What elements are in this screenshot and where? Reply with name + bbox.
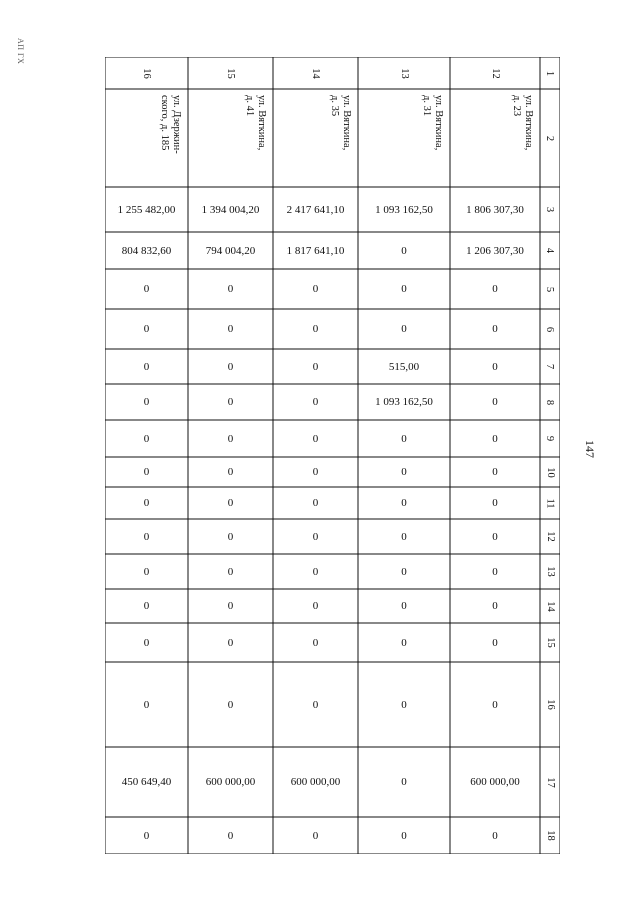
row-label-8 xyxy=(540,384,560,420)
value-cell: 1 817 641,10 xyxy=(286,244,345,257)
value-cell: 0 xyxy=(492,565,498,578)
row-label-text: 4 xyxy=(544,247,556,254)
value-cell: 0 xyxy=(401,283,407,295)
value-cell: 0 xyxy=(143,829,150,842)
value-cell: 1 255 482,00 xyxy=(117,203,176,216)
row-label-text: 8 xyxy=(544,399,556,405)
address-cell-15 xyxy=(188,89,273,187)
value-cell: 0 xyxy=(143,698,150,711)
address-text: ул. Вяткина, д. 35 xyxy=(329,95,352,151)
value-cell: 2 417 641,10 xyxy=(286,203,345,216)
row-label-3 xyxy=(540,187,560,232)
value-cell: 0 xyxy=(143,360,150,373)
value-cell: 0 xyxy=(227,323,234,335)
value-cell: 794 004,20 xyxy=(205,244,256,257)
header-cell-label: 1 xyxy=(544,70,556,76)
row-label-15 xyxy=(540,623,560,662)
value-cell: 450 649,40 xyxy=(121,776,172,788)
value-cell: 0 xyxy=(401,530,407,543)
value-cell: 0 xyxy=(492,396,498,408)
value-cell: 0 xyxy=(312,497,319,509)
value-cell: 0 xyxy=(312,829,319,842)
value-cell: 0 xyxy=(143,565,150,578)
value-cell: 0 xyxy=(227,283,234,295)
value-cell: 0 xyxy=(227,600,234,612)
column-number-text: 16 xyxy=(141,67,152,79)
row-label-5 xyxy=(540,269,560,309)
value-cell: 0 xyxy=(401,776,407,788)
row-label-9 xyxy=(540,420,560,457)
value-cell: 0 xyxy=(227,698,234,711)
value-cell: 0 xyxy=(143,466,150,478)
value-cell: 0 xyxy=(227,565,234,578)
value-cell: 1 206 307,30 xyxy=(466,244,524,257)
value-cell: 0 xyxy=(401,323,407,335)
value-cell: 0 xyxy=(143,432,150,445)
value-cell: 0 xyxy=(312,396,319,408)
address-cell-14 xyxy=(273,89,358,187)
value-cell: 0 xyxy=(312,323,319,335)
column-number-16 xyxy=(105,57,188,89)
row-label-text: 10 xyxy=(544,466,556,478)
row-label-text: 7 xyxy=(544,363,556,370)
value-cell: 600 000,00 xyxy=(470,776,520,788)
value-cell: 1 093 162,50 xyxy=(375,396,433,408)
value-cell: 0 xyxy=(312,530,319,543)
row-label-6 xyxy=(540,309,560,349)
value-cell: 0 xyxy=(143,497,150,509)
column-number-15 xyxy=(188,57,273,89)
value-cell: 0 xyxy=(492,323,498,335)
row-label-text: 12 xyxy=(544,531,556,542)
value-cell: 0 xyxy=(227,466,234,478)
column-number-13 xyxy=(358,57,450,89)
row-label-18 xyxy=(540,817,560,854)
row-label-text: 6 xyxy=(544,326,556,332)
address-text: ул. Вяткина, д. 31 xyxy=(421,95,444,151)
row-label-text: 9 xyxy=(544,435,556,442)
value-cell: 0 xyxy=(312,283,319,295)
row-label-17 xyxy=(540,747,560,817)
value-cell: 0 xyxy=(401,466,407,478)
value-cell: 0 xyxy=(143,323,150,335)
value-cell: 0 xyxy=(401,829,407,842)
value-cell: 0 xyxy=(227,530,234,543)
page-number: 147 xyxy=(583,440,597,458)
row-label-text: 5 xyxy=(544,286,556,292)
value-cell: 804 832,60 xyxy=(121,244,172,257)
value-cell: 0 xyxy=(401,497,407,509)
value-cell: 600 000,00 xyxy=(205,776,256,788)
column-number-text: 12 xyxy=(489,67,501,79)
value-cell: 0 xyxy=(401,432,407,445)
column-number-text: 13 xyxy=(398,67,410,79)
value-cell: 0 xyxy=(312,360,319,373)
value-cell: 0 xyxy=(492,432,498,445)
value-cell: 0 xyxy=(492,698,498,711)
value-cell: 1 093 162,50 xyxy=(375,203,433,216)
value-cell: 0 xyxy=(227,829,234,842)
value-cell: 0 xyxy=(492,600,498,612)
row-label-text: 3 xyxy=(544,206,556,213)
value-cell: 0 xyxy=(312,565,319,578)
column-number-14 xyxy=(273,57,358,89)
address-text: ул. Дзержин- ского, д. 185 xyxy=(159,95,182,154)
row-label-7 xyxy=(540,349,560,384)
value-cell: 0 xyxy=(143,600,150,612)
row-label-2 xyxy=(540,89,560,187)
column-number-text: 15 xyxy=(225,67,236,79)
row-label-16 xyxy=(540,662,560,747)
value-cell: 0 xyxy=(143,636,150,649)
row-label-text: 17 xyxy=(544,776,556,788)
value-cell: 0 xyxy=(492,466,498,478)
row-label-text: 15 xyxy=(544,637,556,648)
row-label-text: 11 xyxy=(544,497,556,509)
column-number-12 xyxy=(450,57,540,89)
address-cell-12 xyxy=(450,89,540,187)
value-cell: 0 xyxy=(143,396,150,408)
value-cell: 0 xyxy=(312,636,319,649)
value-cell: 0 xyxy=(492,497,498,509)
data-table xyxy=(105,57,560,854)
value-cell: 0 xyxy=(492,636,498,649)
address-text: ул. Вяткина, д. 41 xyxy=(244,95,267,151)
row-label-text: 2 xyxy=(544,135,556,141)
value-cell: 0 xyxy=(492,530,498,543)
row-label-11 xyxy=(540,487,560,519)
row-label-13 xyxy=(540,554,560,589)
value-cell: 0 xyxy=(492,283,498,295)
value-cell: 0 xyxy=(312,432,319,445)
value-cell: 0 xyxy=(227,636,234,649)
row-label-text: 14 xyxy=(544,600,556,612)
row-label-text: 16 xyxy=(544,699,556,710)
row-label-text: 18 xyxy=(544,830,556,841)
value-cell: 0 xyxy=(227,432,234,445)
header-cell-1 xyxy=(540,57,560,89)
value-cell: 0 xyxy=(401,600,407,612)
value-cell: 1 806 307,30 xyxy=(466,203,524,216)
address-cell-13 xyxy=(358,89,450,187)
value-cell: 0 xyxy=(227,360,234,373)
value-cell: 0 xyxy=(312,698,319,711)
value-cell: 0 xyxy=(143,283,150,295)
value-cell: 515,00 xyxy=(388,360,420,373)
value-cell: 0 xyxy=(401,565,407,578)
row-label-10 xyxy=(540,457,560,487)
value-cell: 0 xyxy=(401,636,407,649)
row-label-4 xyxy=(540,232,560,269)
value-cell: 0 xyxy=(492,829,498,842)
value-cell: 600 000,00 xyxy=(290,776,341,788)
value-cell: 1 394 004,20 xyxy=(201,203,260,216)
address-cell-16 xyxy=(105,89,188,187)
value-cell: 0 xyxy=(401,698,407,711)
value-cell: 0 xyxy=(227,396,234,408)
value-cell: 0 xyxy=(312,466,319,478)
row-label-text: 13 xyxy=(544,566,556,577)
row-label-12 xyxy=(540,519,560,554)
address-text: ул. Вяткина, д. 23 xyxy=(511,95,534,151)
row-label-14 xyxy=(540,589,560,623)
value-cell: 0 xyxy=(143,530,150,543)
column-number-text: 14 xyxy=(310,67,321,79)
value-cell: 0 xyxy=(401,244,407,257)
value-cell: 0 xyxy=(312,600,319,612)
value-cell: 0 xyxy=(492,360,498,373)
corner-mark: АП ГХ xyxy=(16,38,25,65)
value-cell: 0 xyxy=(227,497,234,509)
